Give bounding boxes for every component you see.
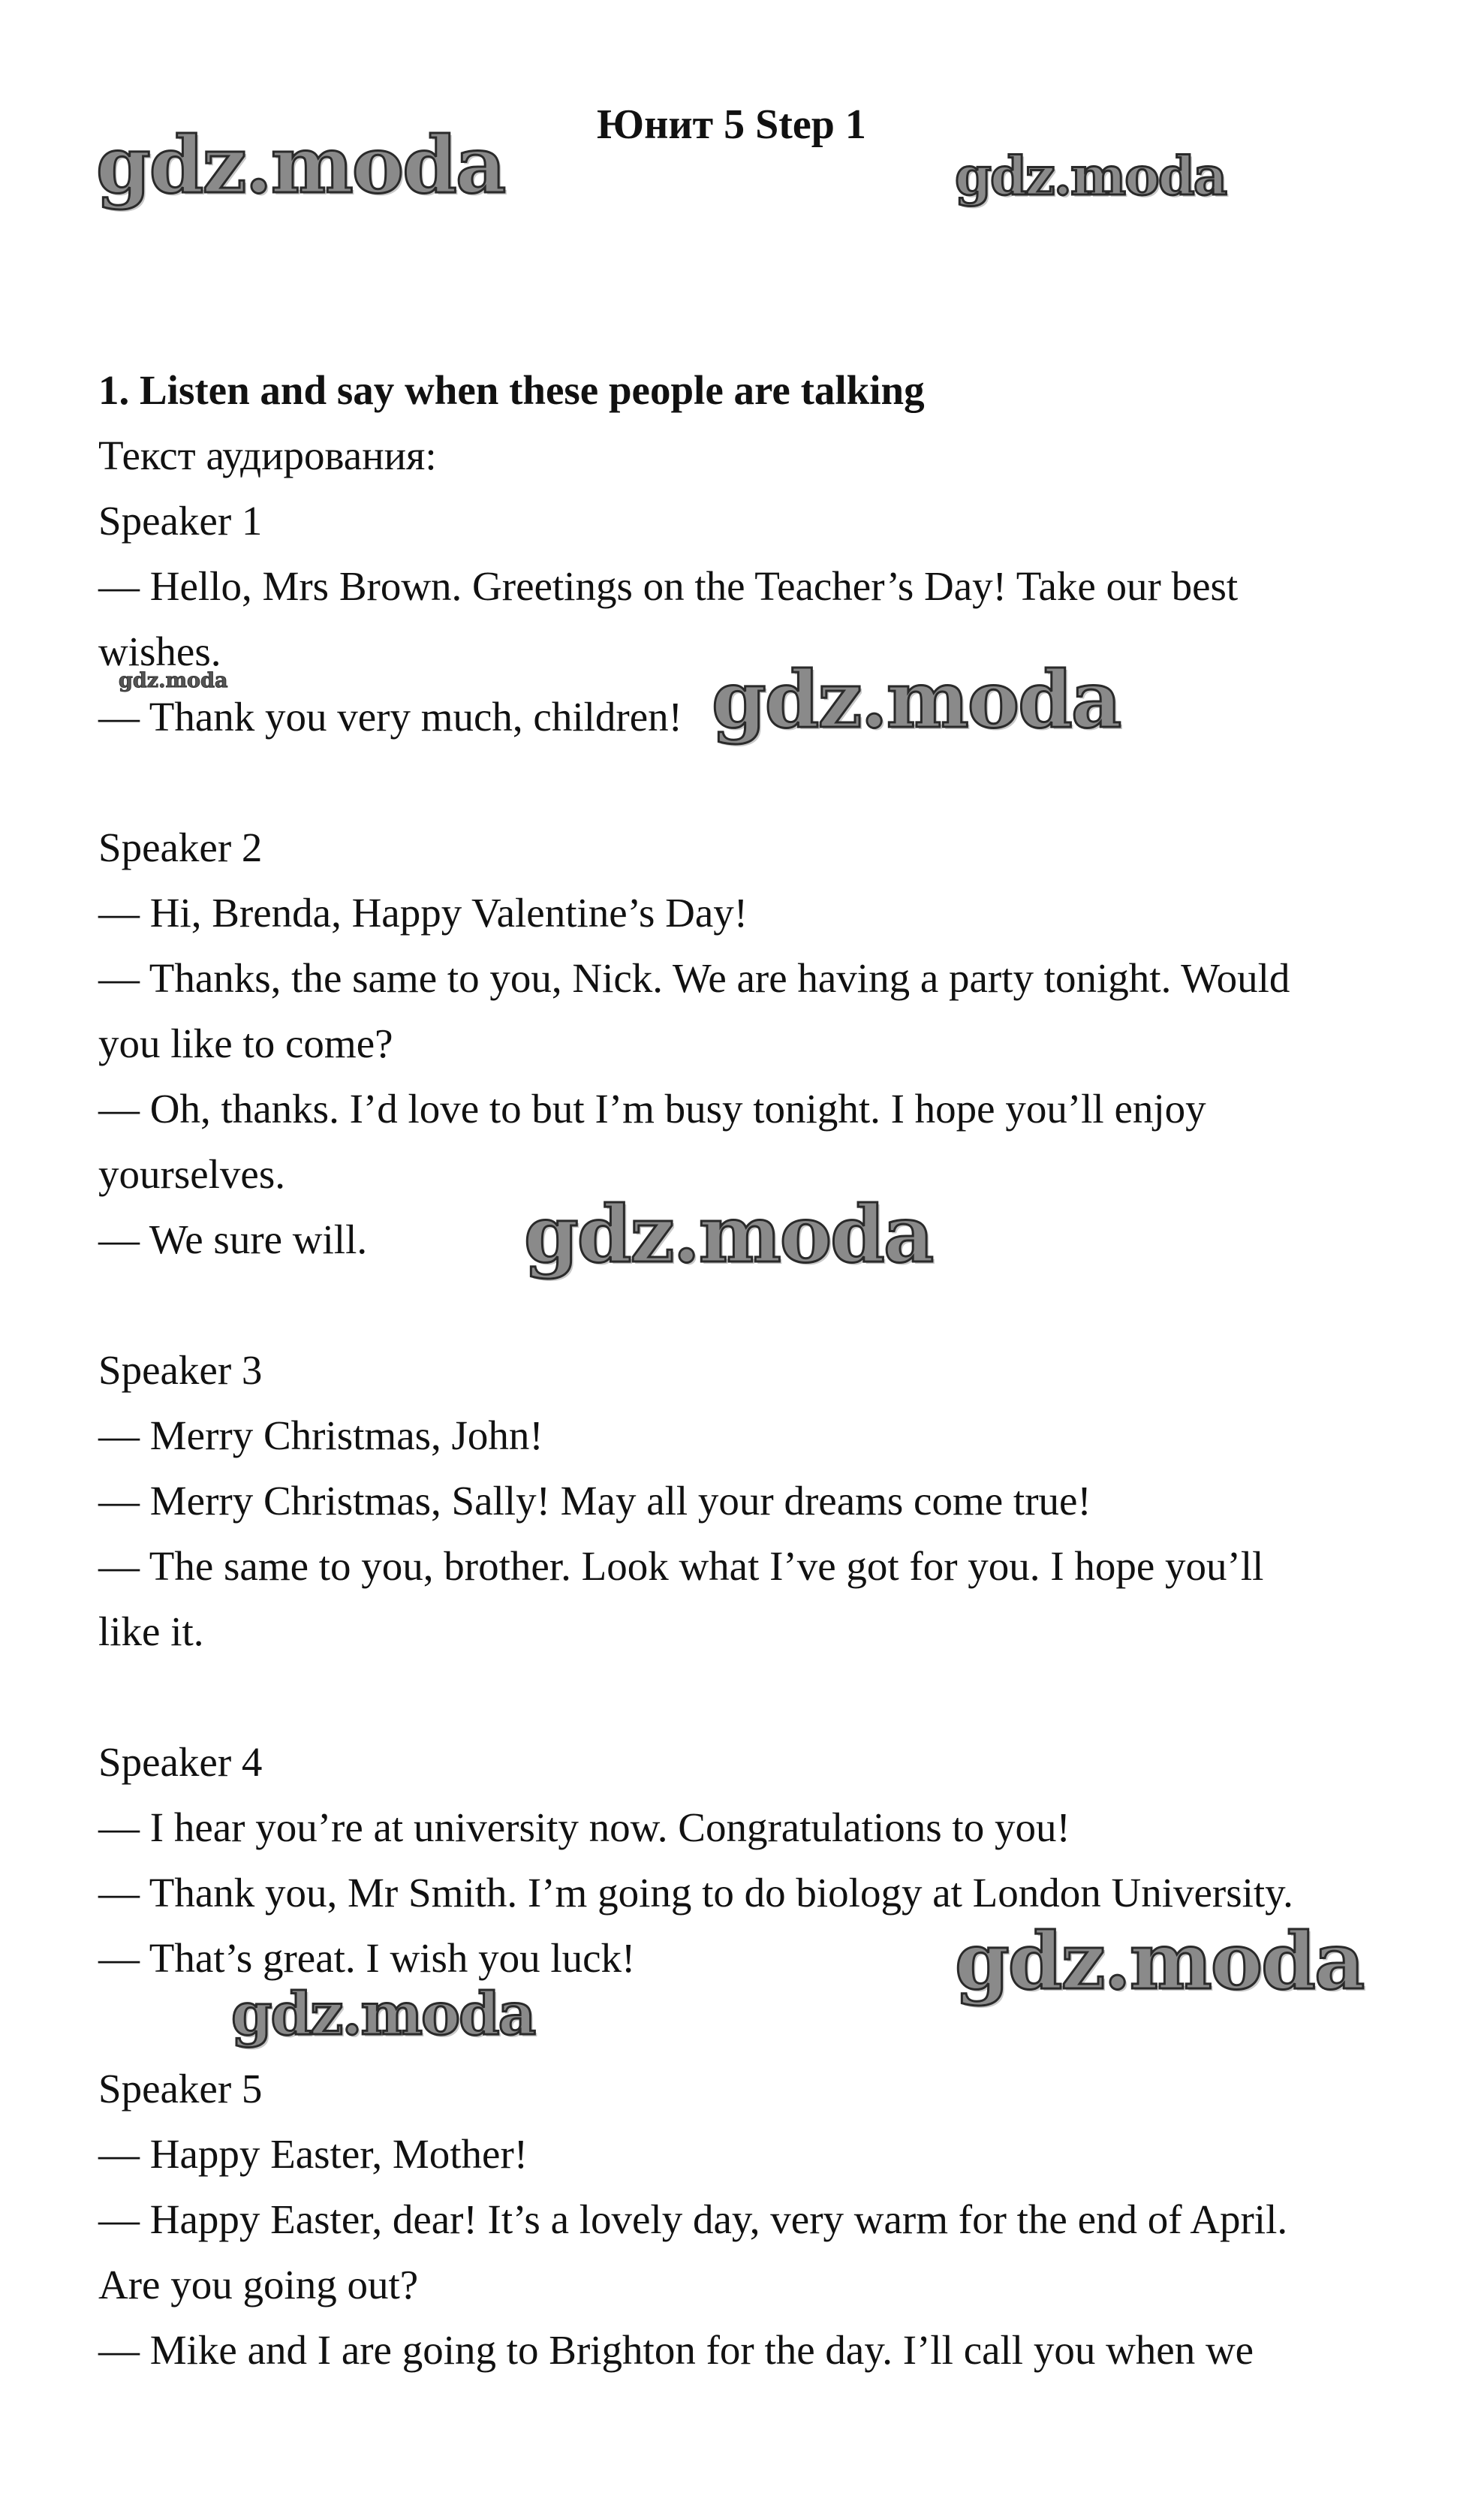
watermark-logo: gdz.moda (231, 1980, 535, 2048)
watermark-logo: gdz.moda (955, 145, 1227, 207)
dialogue-line: — I hear you’re at university now. Congratulations to you! (98, 1804, 1070, 1850)
dialogue-speaker-1 (98, 488, 1389, 749)
dialogue-line: — Thanks, the same to you, Nick. We are having a party tonight. Would (98, 955, 1290, 1001)
dialogue-line: Are you going out? (98, 2262, 419, 2307)
spacer (98, 1991, 1389, 2056)
dialogue-line: — Merry Christmas, Sally! May all your dreams come true! (98, 1478, 1091, 1524)
spacer (98, 1664, 1389, 1729)
dialogue-line: — Mike and I are going to Brighton for the day. I’ll call you when we (98, 2327, 1254, 2373)
speaker-label: Speaker 5 (98, 2066, 263, 2112)
watermark-logo: gdz.moda (524, 1188, 933, 1280)
watermark-logo: gdz.moda (119, 669, 228, 692)
exercise-heading: 1. Listen and say when these people are talking (98, 367, 925, 413)
dialogue-line: — Thank you very much, children! (98, 694, 682, 740)
speaker-label: Speaker 1 (98, 498, 263, 544)
watermark-logo: gdz.moda (712, 653, 1121, 746)
dialogue-line: like it. (98, 1608, 204, 1654)
dialogue-line: — Hello, Mrs Brown. Greetings on the Teacher’s Day! Take our best (98, 563, 1239, 609)
dialogue-speaker-2 (98, 815, 1389, 1280)
dialogue-line: — Happy Easter, Mother! (98, 2131, 528, 2177)
speaker-label: Speaker 3 (98, 1347, 263, 1393)
dialogue-line: — Happy Easter, dear! It’s a lovely day, very warm for the end of April. (98, 2196, 1288, 2242)
dialogue-line: you like to come? (98, 1020, 393, 1066)
watermark-logo: gdz.moda (955, 1915, 1364, 2007)
speaker-label: Speaker 2 (98, 824, 263, 870)
spacer (98, 1272, 1389, 1337)
dialogue-speaker-4 (98, 1729, 1389, 1991)
dialogue-line: — That’s great. I wish you luck! (98, 1935, 636, 1981)
speaker-label: Speaker 4 (98, 1739, 263, 1785)
dialogue-line: — We sure will. (98, 1216, 368, 1262)
dialogue-line: yourselves. (98, 1151, 285, 1197)
exercise-subheading: Текст аудирования: (98, 433, 437, 478)
document-body (98, 357, 1389, 2383)
dialogue-line: — Merry Christmas, John! (98, 1412, 543, 1458)
dialogue-speaker-3 (98, 1337, 1389, 1664)
dialogue-line: — Hi, Brenda, Happy Valentine’s Day! (98, 890, 748, 936)
watermark-logo: gdz.moda (96, 119, 505, 211)
dialogue-line: — The same to you, brother. Look what I’ve got for you. I hope you’ll (98, 1543, 1264, 1589)
dialogue-line: — Oh, thanks. I’d love to but I’m busy tonight. I hope you’ll enjoy (98, 1086, 1206, 1132)
dialogue-speaker-5 (98, 2056, 1389, 2383)
page-title: Юнит 5 Step 1 (597, 101, 866, 148)
dialogue-line: — Thank you, Mr Smith. I’m going to do biology at London University. (98, 1870, 1293, 1916)
dialogue-line: wishes. (98, 628, 221, 674)
spacer (98, 749, 1389, 815)
